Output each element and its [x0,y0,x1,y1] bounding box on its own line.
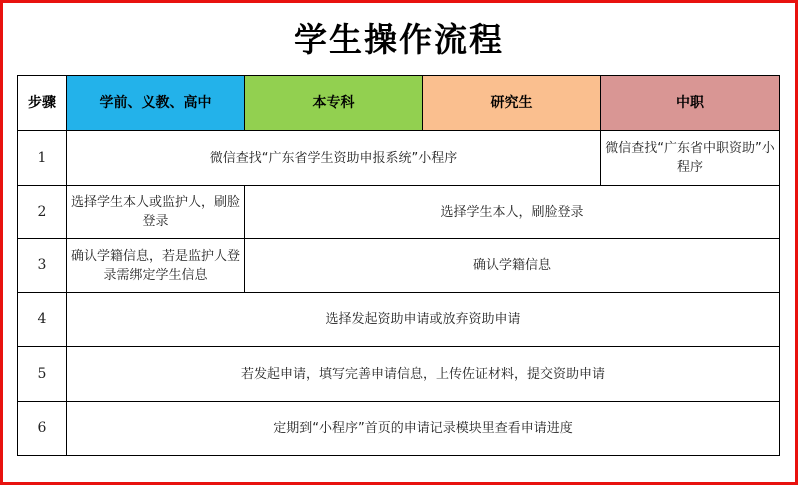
step-cell-k12: 选择学生本人或监护人，刷脸登录 [67,186,245,239]
table-row [18,293,780,347]
step-number: 4 [18,293,67,347]
step-number: 3 [18,239,67,293]
header-row [18,76,780,131]
step-number: 5 [18,347,67,402]
table-row [18,347,780,402]
page-title: 学生操作流程 [294,20,504,59]
table-row [18,402,780,456]
step-cell: 确认学籍信息 [245,239,780,293]
header-step: 步骤 [18,76,67,131]
step-number: 2 [18,186,67,239]
step-cell-vocational: 微信查找“广东省中职资助”小程序 [601,131,780,186]
header-k12: 学前、义教、高中 [67,76,245,131]
step-number: 6 [18,402,67,456]
step-cell: 微信查找“广东省学生资助申报系统”小程序 [67,131,601,186]
step-cell: 选择发起资助申请或放弃资助申请 [67,293,780,347]
process-table [17,75,780,456]
table-row [18,239,780,293]
step-cell: 若发起申请，填写完善申请信息，上传佐证材料，提交资助申请 [67,347,780,402]
step-cell: 选择学生本人，刷脸登录 [245,186,780,239]
table-row [18,131,780,186]
table-row [18,186,780,239]
step-cell: 定期到“小程序”首页的申请记录模块里查看申请进度 [67,402,780,456]
header-graduate: 研究生 [423,76,601,131]
header-vocational: 中职 [601,76,780,131]
header-college: 本专科 [245,76,423,131]
step-cell-k12: 确认学籍信息，若是监护人登录需绑定学生信息 [67,239,245,293]
step-number: 1 [18,131,67,186]
